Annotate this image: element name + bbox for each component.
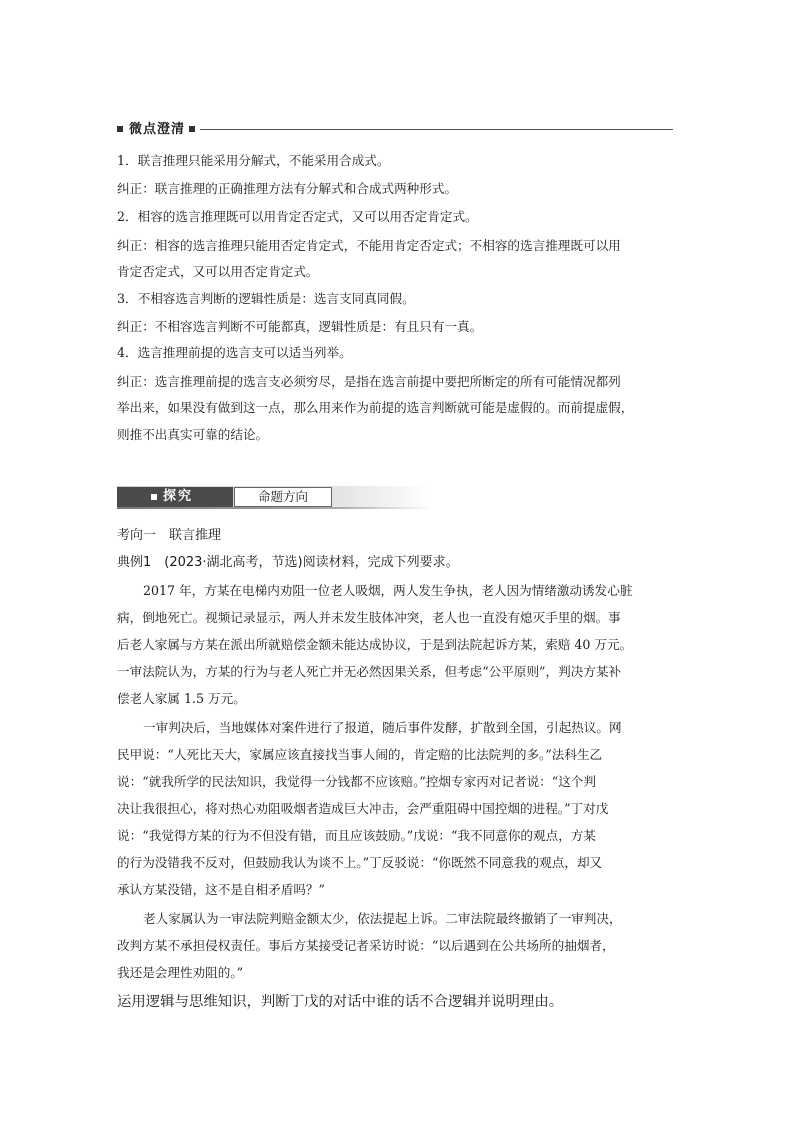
section-title: 微点澄清 [129,122,186,137]
banner-main-label: 探究 [163,489,194,504]
banner-main-tab [117,487,233,507]
direction-heading: 考向一 联言推理 [117,528,222,543]
material-line: 说：“我觉得方某的行为不但没有错，而且应该鼓励。”戊说：“我不同意你的观点，方某 [117,828,596,843]
material-line: 2017 年，方某在电梯内劝阻一位老人吸烟，两人发生争执，老人因为情绪激动诱发心脏 [143,583,633,598]
explore-banner [117,486,433,510]
material-line: 说：“就我所学的民法知识，我觉得一分钱都不应该赔。”控烟专家丙对记者说：“这个判 [117,774,596,789]
material-line: 决让我很担心，将对热心劝阻吸烟者造成巨大冲击，会严重阻碍中国控烟的进程。”丁对戊 [117,801,609,816]
banner-underline [117,507,433,509]
square-bullet-icon [189,126,195,132]
clarify-line: 2．相容的选言推理既可以用肯定否定式，又可以用否定肯定式。 [117,209,478,224]
clarify-line: 4．选言推理前提的选言支可以适当列举。 [117,345,352,360]
material-line: 改判方某不承担侵权责任。事后方某接受记者采访时说：“以后遇到在公共场所的抽烟者， [117,938,615,953]
clarify-line: 纠正：联言推理的正确推理方法有分解式和合成式两种形式。 [117,181,458,196]
header-rule [200,129,673,130]
material-line: 老人家属认为一审法院判赔金额太少，依法提起上诉。二审法院最终撤销了一审判决， [143,911,622,926]
clarify-line: 举出来，如果没有做到这一点，那么用来作为前提的选言判断就可能是虚假的。而前提虚假， [117,400,634,415]
material-line: 一审判决后，当地媒体对案件进行了报道，随后事件发酵，扩散到全国，引起热议。网 [143,720,622,735]
square-bullet-icon [151,494,157,500]
square-bullet-icon [117,126,123,132]
material-line: 我还是会理性劝阻的。” [117,965,244,980]
banner-sub-label: 命题方向 [257,489,308,504]
clarify-line: 纠正：相容的选言推理只能用否定肯定式，不能用肯定否定式；不相容的选言推理既可以用 [117,238,621,253]
task-instruction: 运用逻辑与思维知识，判断丁戊的对话中谁的话不合逻辑并说明理由。 [117,994,564,1010]
clarify-line: 1．联言推理只能采用分解式，不能采用合成式。 [117,153,390,168]
clarify-line: 3．不相容选言判断的逻辑性质是：选言支同真同假。 [117,291,415,306]
material-line: 后老人家属与方某在派出所就赔偿金额未能达成协议，于是到法院起诉方某，索赔 40 万元。 [117,637,633,652]
material-line: 民甲说：“人死比天大，家属应该直接找当事人闹的，肯定赔的比法院判的多。”法科生乙 [117,747,603,762]
material-line: 承认方某没错，这不是自相矛盾吗？” [117,882,325,897]
clarify-line: 纠正：选言推理前提的选言支必须穷尽，是指在选言前提中要把所断定的所有可能情况都列 [117,374,621,389]
material-line: 偿老人家属 1.5 万元。 [117,691,246,706]
clarify-line: 纠正：不相容选言判断不可能都真，逻辑性质是：有且只有一真。 [117,319,483,334]
material-line: 病，倒地死亡。视频记录显示，两人并未发生肢体冲突，老人也一直没有熄灭手里的烟。事 [117,610,621,625]
material-line: 一审法院认为，方某的行为与老人死亡并无必然因果关系，但考虑“公平原则”，判决方某补 [117,664,622,679]
clarify-line: 则推不出真实可靠的结论。 [117,427,269,442]
section-header-clarify [117,121,673,139]
material-line: 的行为没错我不反对，但鼓励我认为谈不上。”丁反驳说：“你既然不同意我的观点，却又 [117,855,603,870]
clarify-line: 肯定否定式，又可以用否定肯定式。 [117,264,319,279]
example-heading: 典例1 (2023·湖北高考，节选)阅读材料，完成下列要求。 [117,555,459,570]
banner-sub-tab [234,487,332,507]
